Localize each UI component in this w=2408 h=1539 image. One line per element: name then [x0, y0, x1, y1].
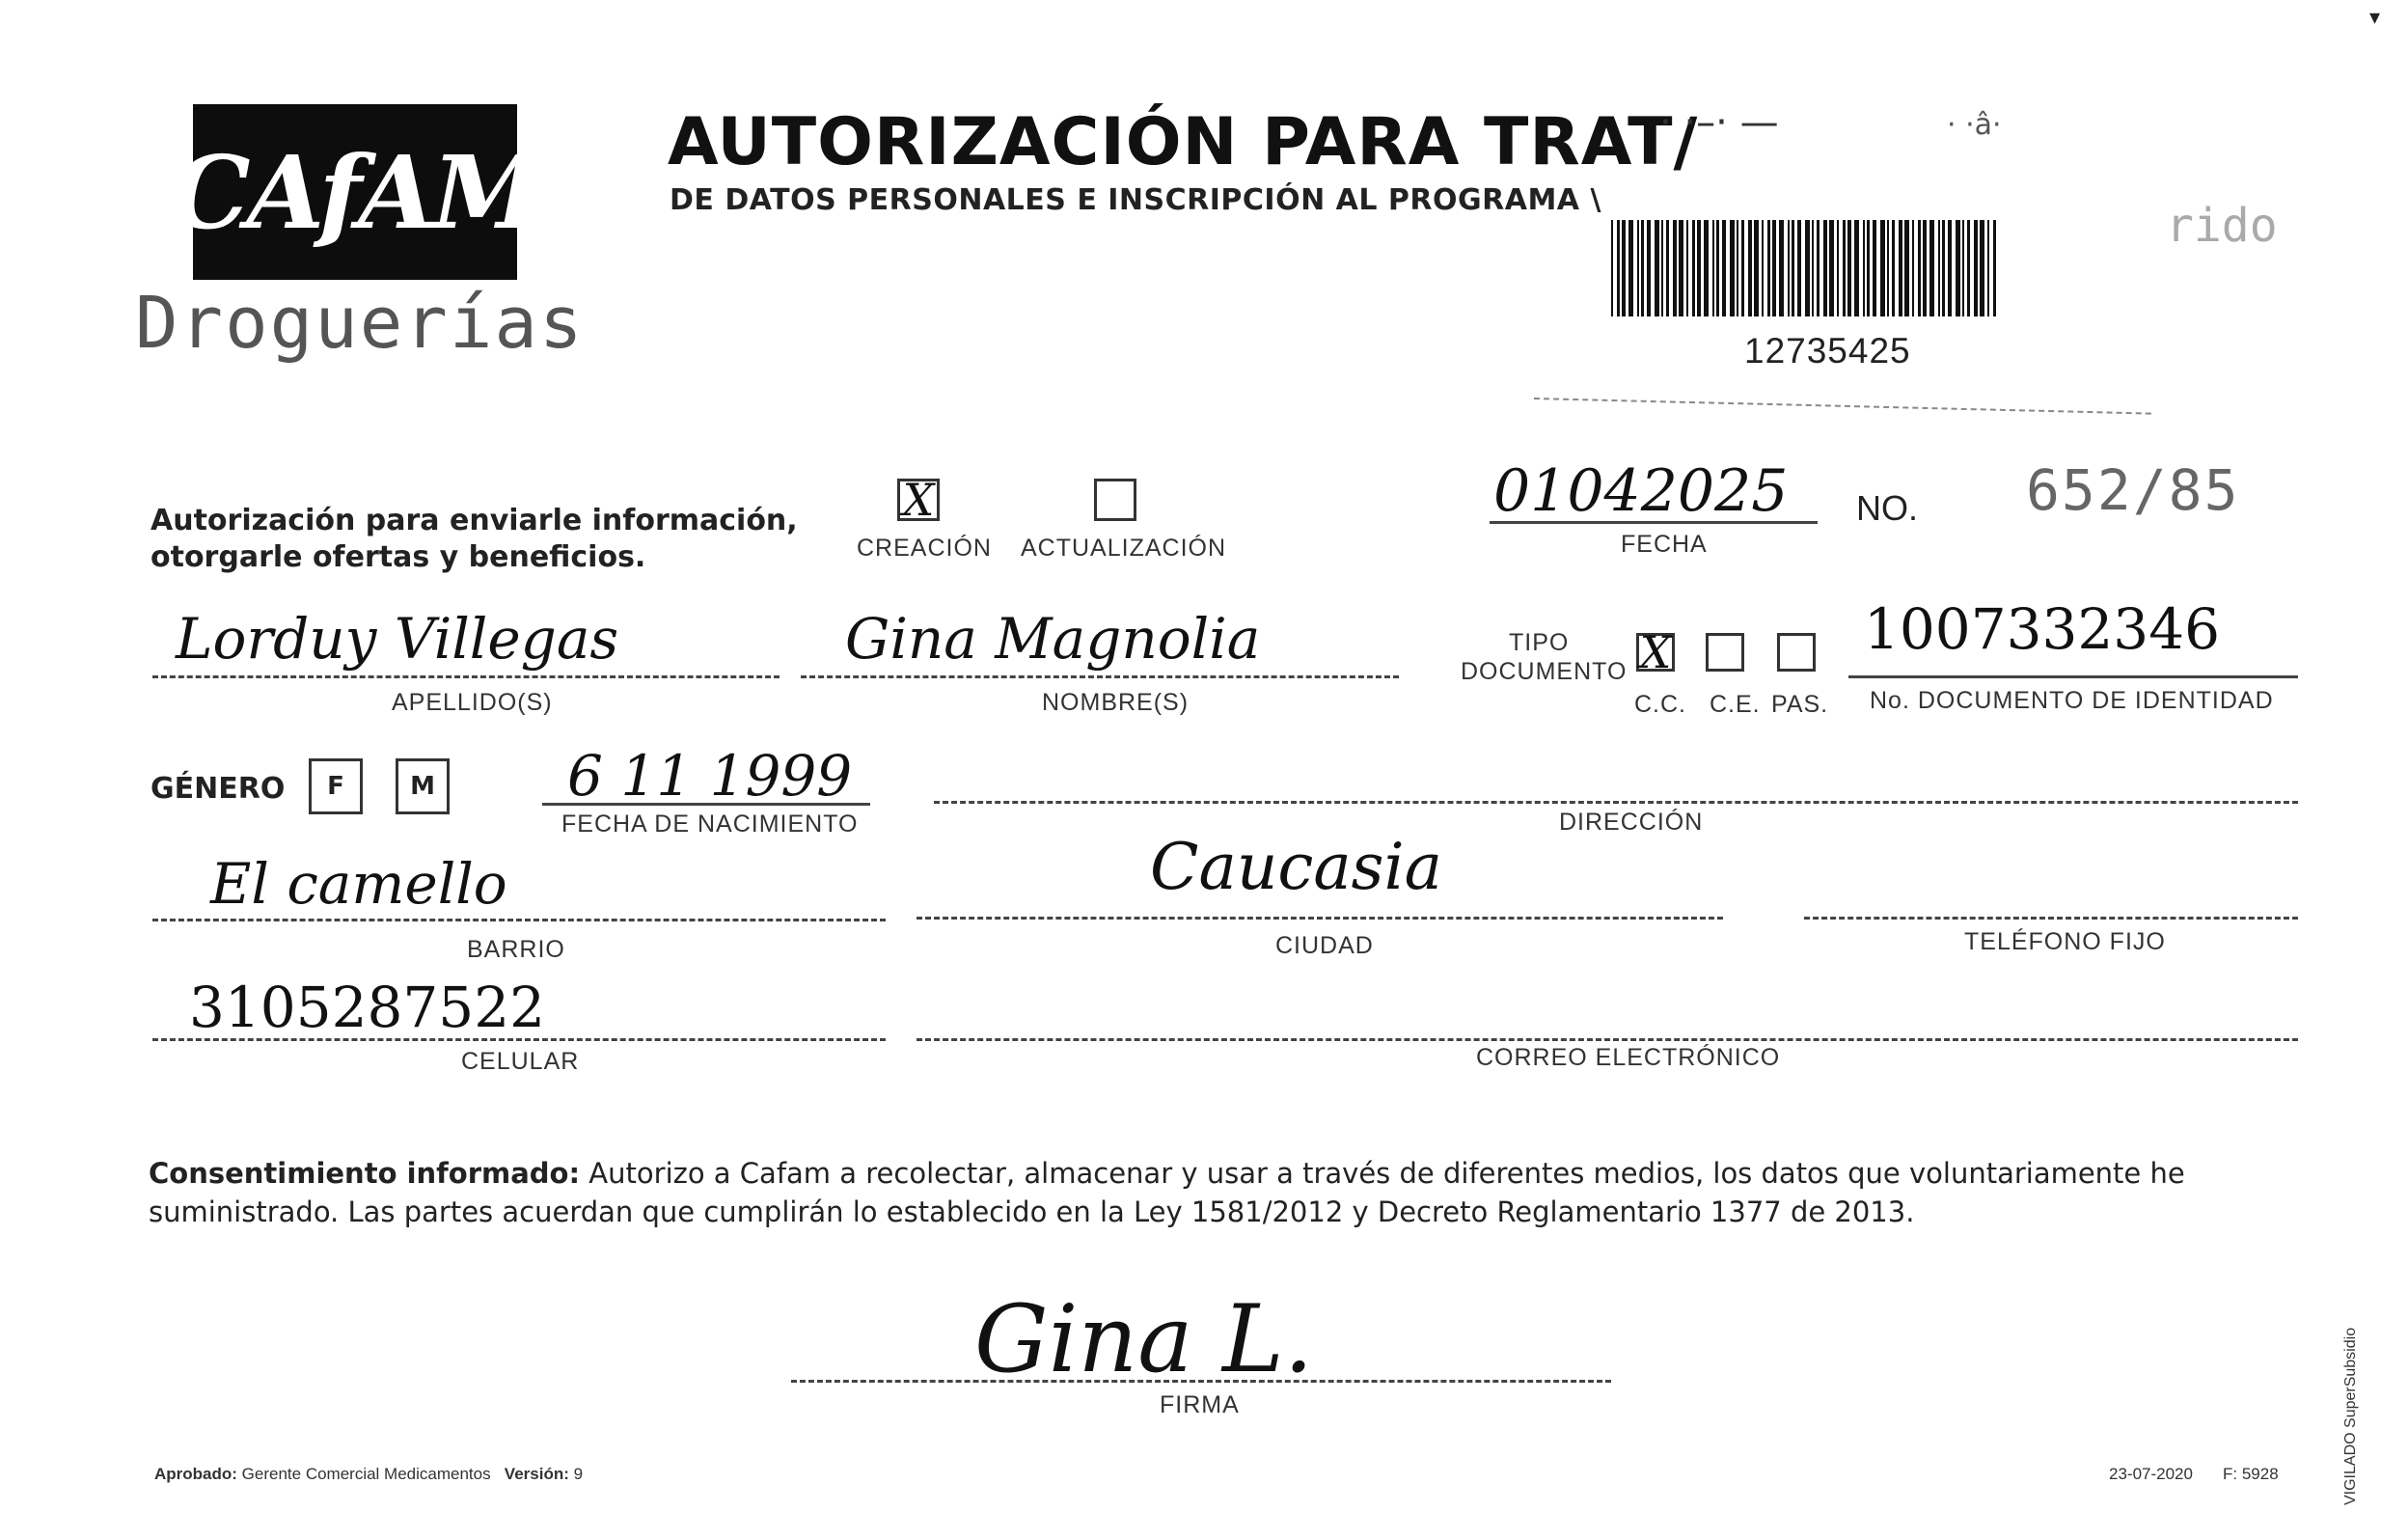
barrio-line	[152, 919, 886, 921]
telefono-label: TELÉFONO FIJO	[1964, 928, 2166, 955]
form-subtitle: DE DATOS PERSONALES E INSCRIPCIÓN AL PROGRAMA \	[670, 183, 1601, 217]
barcode-bar	[1666, 220, 1669, 316]
apellido-label: APELLIDO(S)	[392, 689, 553, 716]
no-value: 652/85	[2026, 457, 2240, 523]
genero-m-checkbox[interactable]: M	[396, 758, 450, 814]
barcode	[1609, 216, 2005, 322]
no-label: NO.	[1856, 488, 1919, 528]
direccion-label: DIRECCIÓN	[1559, 809, 1704, 836]
actualizacion-checkbox[interactable]	[1094, 479, 1136, 521]
barcode-bar	[1716, 220, 1719, 316]
documento-value[interactable]: 1007332346	[1864, 596, 2221, 662]
barcode-bar	[1661, 220, 1663, 316]
corner-mark: ▾	[2369, 6, 2381, 30]
barcode-bar	[1686, 220, 1688, 316]
barcode-bar	[1754, 220, 1759, 316]
celular-line	[152, 1038, 886, 1041]
barcode-bar	[1867, 220, 1870, 316]
fecha-line	[1490, 521, 1818, 524]
barcode-bar	[1697, 220, 1701, 316]
documento-line	[1848, 675, 2298, 678]
barcode-bar	[1918, 220, 1921, 316]
barcode-bar	[1863, 220, 1865, 316]
barcode-bar	[1679, 220, 1683, 316]
celular-label: CELULAR	[461, 1048, 580, 1075]
barcode-bar	[1767, 220, 1770, 316]
barcode-bar	[1987, 220, 1989, 316]
footer-code: F: 5928	[2223, 1465, 2279, 1483]
nombre-label: NOMBRE(S)	[1042, 689, 1190, 716]
barcode-bar	[1712, 220, 1714, 316]
barcode-bar	[1772, 220, 1776, 316]
barcode-bar	[1974, 220, 1978, 316]
barrio-value[interactable]: El camello	[210, 851, 507, 917]
ciudad-label: CIUDAD	[1275, 932, 1374, 959]
barcode-bar	[1655, 220, 1659, 316]
nacimiento-label: FECHA DE NACIMIENTO	[561, 811, 859, 838]
barcode-bar	[1823, 220, 1827, 316]
barcode-bar	[1779, 220, 1784, 316]
barcode-bar	[1829, 220, 1834, 316]
correo-label: CORREO ELECTRÓNICO	[1476, 1044, 1781, 1071]
signature-line	[791, 1380, 1611, 1383]
documento-number-label: No. DOCUMENTO DE IDENTIDAD	[1870, 687, 2274, 714]
barcode-bar	[1737, 220, 1738, 316]
barcode-bar	[1730, 220, 1735, 316]
apellido-value[interactable]: Lorduy Villegas	[176, 606, 619, 672]
barcode-bar	[1993, 220, 1996, 316]
aprobado-value: Gerente Comercial Medicamentos	[241, 1465, 491, 1483]
pas-label: PAS.	[1771, 691, 1829, 718]
barcode-bar	[1628, 220, 1633, 316]
genero-f-checkbox[interactable]: F	[309, 758, 363, 814]
pas-checkbox[interactable]	[1777, 633, 1816, 672]
barcode-bar	[1622, 220, 1626, 316]
authorization-text-1: Autorización para enviarle información,	[150, 504, 798, 537]
barcode-bar	[1899, 220, 1902, 316]
genero-label: GÉNERO	[150, 772, 286, 806]
version-value: 9	[573, 1465, 584, 1483]
barcode-bar	[1637, 220, 1639, 316]
barcode-bar	[1647, 220, 1651, 316]
ciudad-value[interactable]: Caucasia	[1150, 830, 1442, 904]
cc-label: C.C.	[1634, 691, 1686, 718]
creacion-checkbox[interactable]: X	[897, 479, 940, 521]
footer-date: 23-07-2020	[2109, 1465, 2193, 1483]
barcode-bar	[1956, 220, 1960, 316]
logo-subtitle: Droguerías	[135, 282, 585, 365]
barcode-bar	[1792, 220, 1794, 316]
nacimiento-line	[542, 803, 870, 806]
barcode-bar	[1904, 220, 1909, 316]
barcode-bar	[1843, 220, 1846, 316]
barcode-bar	[1887, 220, 1889, 316]
barcode-bar	[1797, 220, 1801, 316]
actualizacion-label: ACTUALIZACIÓN	[1021, 535, 1227, 562]
consent-text: Autorizo a Cafam a recolectar, almacenar y usar a través de diferentes medios, los datos que voluntariamente he suministrado. Las partes acuerdan que cumplirán lo establecido en la Ley 1581/2012 y Decreto Reglamentario 1377 de 2013.	[149, 1157, 2185, 1228]
barcode-bar	[1873, 220, 1876, 316]
apellido-line	[152, 675, 780, 678]
barcode-bar	[1805, 220, 1810, 316]
barcode-bar	[1942, 220, 1945, 316]
barcode-bar	[1817, 220, 1820, 316]
form-title: AUTORIZACIÓN PARA TRAT/	[668, 104, 1699, 180]
documento-label: DOCUMENTO	[1461, 658, 1628, 685]
barcode-bar	[1812, 220, 1814, 316]
barcode-bar	[1748, 220, 1752, 316]
barcode-bar	[1938, 220, 1940, 316]
telefono-line	[1804, 917, 2298, 920]
consent-bold: Consentimiento informado:	[149, 1157, 581, 1190]
barcode-bar	[1611, 220, 1613, 316]
barcode-bar	[1837, 220, 1839, 316]
barcode-bar	[1929, 220, 1934, 316]
barcode-bar	[1704, 220, 1709, 316]
signature-label: FIRMA	[1160, 1391, 1240, 1418]
celular-value[interactable]: 3105287522	[189, 975, 546, 1040]
side-vertical-text: VIGILADO SuperSubsidio	[2342, 1327, 2359, 1505]
barcode-bar	[1948, 220, 1952, 316]
authorization-text-2: otorgarle ofertas y beneficios.	[150, 540, 646, 574]
barcode-bar	[1722, 220, 1726, 316]
cafam-logo	[170, 104, 540, 280]
barcode-bar	[1854, 220, 1859, 316]
faded-stamp: rido	[2166, 199, 2278, 253]
fecha-value[interactable]: 01042025	[1493, 457, 1789, 525]
ce-checkbox[interactable]	[1706, 633, 1744, 672]
logo-text: CAfAM	[170, 132, 540, 252]
signature-value[interactable]: Gina L.	[974, 1285, 1314, 1393]
barcode-bar	[1762, 220, 1764, 316]
ce-label: C.E.	[1710, 691, 1761, 718]
barcode-number: 12735425	[1744, 331, 1911, 371]
barcode-bar	[1880, 220, 1885, 316]
title-fragment-2: · ·â·	[1947, 108, 2002, 142]
barcode-bar	[1692, 220, 1695, 316]
version-label: Versión:	[504, 1465, 569, 1483]
barcode-bar	[1980, 220, 1984, 316]
barcode-bar	[1788, 220, 1790, 316]
barcode-bar	[1673, 220, 1677, 316]
barcode-bar	[1741, 220, 1744, 316]
aprobado-label: Aprobado:	[154, 1465, 237, 1483]
barcode-bar	[1847, 220, 1851, 316]
divider-dashed	[1534, 398, 2151, 415]
fecha-label: FECHA	[1621, 531, 1708, 558]
barcode-bar	[1967, 220, 1970, 316]
barcode-bar	[1962, 220, 1964, 316]
barcode-bar	[1617, 220, 1620, 316]
nacimiento-value[interactable]: 6 11 1999	[567, 743, 853, 809]
barcode-bar	[1923, 220, 1927, 316]
correo-line	[917, 1038, 2298, 1041]
direccion-line	[934, 801, 2298, 804]
barcode-bar	[1892, 220, 1895, 316]
footer-left	[154, 1465, 583, 1484]
ciudad-line	[917, 917, 1723, 920]
nombre-value[interactable]: Gina Magnolia	[845, 606, 1261, 672]
barcode-bar	[1912, 220, 1914, 316]
tipo-label: TIPO	[1509, 629, 1570, 656]
cc-checkbox[interactable]: X	[1636, 633, 1675, 672]
title-fragment: · ·–· —	[1659, 100, 1779, 145]
barcode-bar	[1641, 220, 1644, 316]
consent-paragraph	[149, 1154, 2290, 1231]
creacion-label: CREACIÓN	[857, 535, 992, 562]
barrio-label: BARRIO	[467, 936, 565, 963]
nombre-line	[801, 675, 1399, 678]
